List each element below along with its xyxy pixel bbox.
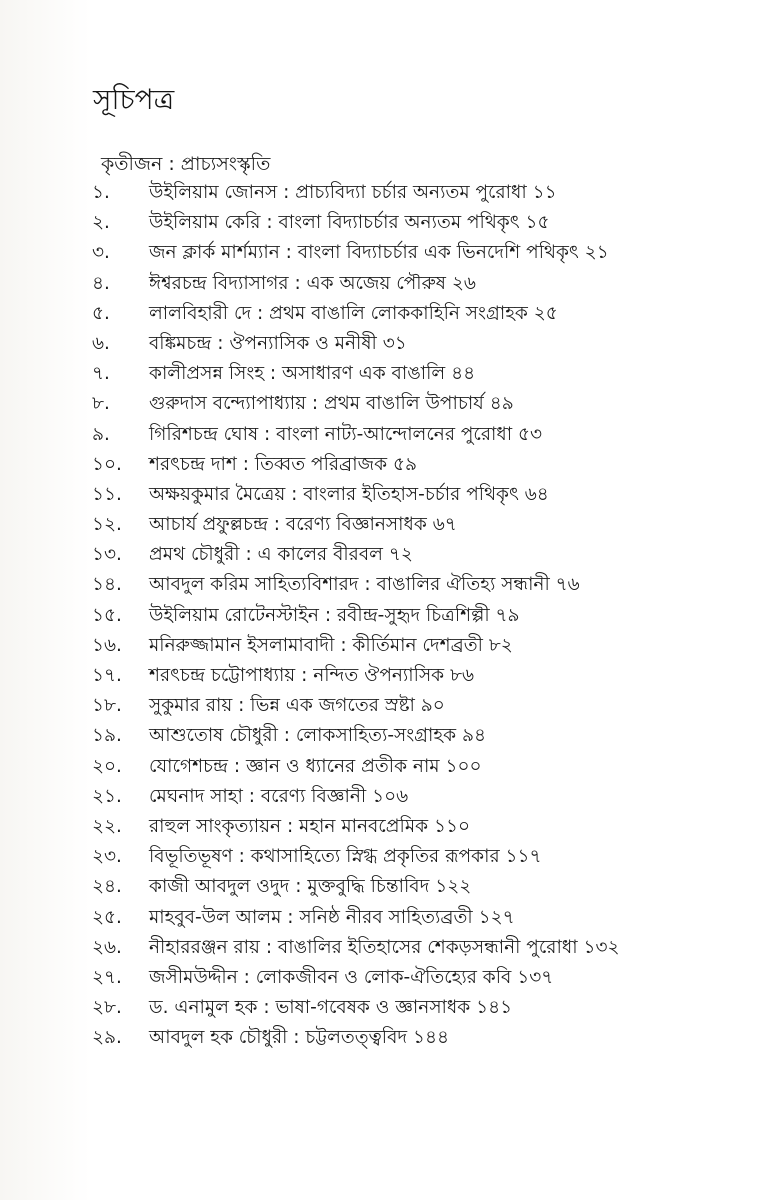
entry-number: ১৪. bbox=[92, 574, 122, 596]
entry-text: ঈশ্বরচন্দ্র বিদ্যাসাগর : এক অজেয় পৌরুষ ২৬ bbox=[149, 272, 476, 294]
toc-entry bbox=[92, 208, 732, 238]
toc-list bbox=[92, 178, 732, 1053]
toc-entry bbox=[92, 752, 732, 782]
entry-text: সুকুমার রায় : ভিন্ন এক জগতের স্রষ্টা ৯০ bbox=[149, 695, 445, 717]
entry-text: আবদুল হক চৌধুরী : চট্টলতত্ত্ববিদ ১৪৪ bbox=[149, 1027, 449, 1049]
toc-entry bbox=[92, 238, 732, 268]
entry-text: প্রমথ চৌধুরী : এ কালের বীরবল ৭২ bbox=[149, 544, 413, 566]
entry-text: রাহুল সাংকৃত্যায়ন : মহান মানবপ্রেমিক ১১০ bbox=[149, 815, 470, 837]
entry-number: ৩. bbox=[92, 242, 110, 264]
toc-entry bbox=[92, 269, 732, 299]
entry-text: কালীপ্রসন্ন সিংহ : অসাধারণ এক বাঙালি ৪৪ bbox=[149, 363, 476, 385]
entry-number: ৬. bbox=[92, 332, 110, 354]
entry-number: ২৭. bbox=[92, 966, 122, 988]
entry-number: ৯. bbox=[92, 423, 110, 445]
entry-text: মাহবুব-উল আলম : সনিষ্ঠ নীরব সাহিত্যব্রতী ১২৭ bbox=[149, 906, 515, 928]
toc-entry bbox=[92, 420, 732, 450]
entry-text: ড. এনামুল হক : ভাষা-গবেষক ও জ্ঞানসাধক ১৪১ bbox=[149, 997, 513, 1019]
toc-entry bbox=[92, 963, 732, 993]
toc-entry bbox=[92, 389, 732, 419]
entry-number: ২৬. bbox=[92, 936, 122, 958]
entry-text: জসীমউদ্দীন : লোকজীবন ও লোক-ঐতিহ্যের কবি ১৩৭ bbox=[149, 966, 554, 988]
entry-number: ২৫. bbox=[92, 906, 122, 928]
page-title: সূচিপত্র bbox=[93, 83, 175, 116]
toc-entry bbox=[92, 812, 732, 842]
toc-entry bbox=[92, 631, 732, 661]
toc-entry bbox=[92, 178, 732, 208]
entry-number: ১২. bbox=[92, 514, 122, 536]
toc-entry bbox=[92, 601, 732, 631]
entry-text: কাজী আবদুল ওদুদ : মুক্তবুদ্ধি চিন্তাবিদ ১২২ bbox=[149, 876, 472, 898]
entry-number: ৪. bbox=[92, 272, 110, 294]
entry-number: ২০. bbox=[92, 755, 122, 777]
entry-text: লালবিহারী দে : প্রথম বাঙালি লোককাহিনি সংগ্রাহক ২৫ bbox=[149, 302, 558, 324]
toc-entry bbox=[92, 872, 732, 902]
toc-entry bbox=[92, 480, 732, 510]
toc-entry bbox=[92, 329, 732, 359]
entry-text: আচার্য প্রফুল্লচন্দ্র : বরেণ্য বিজ্ঞানসাধক ৬৭ bbox=[149, 514, 457, 536]
entry-text: আশুতোষ চৌধুরী : লোকসাহিত্য-সংগ্রাহক ৯৪ bbox=[149, 725, 486, 747]
toc-entry bbox=[92, 661, 732, 691]
toc-entry bbox=[92, 570, 732, 600]
entry-text: অক্ষয়কুমার মৈত্রেয় : বাংলার ইতিহাস-চর্চার পথিকৃৎ ৬৪ bbox=[149, 483, 549, 505]
entry-text: বিভূতিভূষণ : কথাসাহিত্যে স্নিগ্ধ প্রকৃতির রূপকার ১১৭ bbox=[149, 846, 542, 868]
entry-number: ২৩. bbox=[92, 846, 122, 868]
entry-text: উইলিয়াম জোনস : প্রাচ্যবিদ্যা চর্চার অন্যতম পুরোধা ১১ bbox=[149, 182, 557, 203]
entry-number: ৫. bbox=[92, 302, 110, 324]
toc-entry bbox=[92, 782, 732, 812]
entry-number: ৮. bbox=[92, 393, 110, 415]
entry-number: ২৮. bbox=[92, 997, 122, 1019]
entry-number: ২. bbox=[92, 212, 110, 234]
entry-number: ২৪. bbox=[92, 876, 122, 898]
entry-text: মেঘনাদ সাহা : বরেণ্য বিজ্ঞানী ১০৬ bbox=[149, 785, 409, 807]
entry-number: ১৭. bbox=[92, 665, 122, 686]
entry-text: গিরিশচন্দ্র ঘোষ : বাংলা নাট্য-আন্দোলনের পুরোধা ৫৩ bbox=[149, 423, 543, 445]
toc-entry bbox=[92, 842, 732, 872]
entry-text: উইলিয়াম রোটেনস্টাইন : রবীন্দ্র-সুহৃদ চিত্রশিল্পী ৭৯ bbox=[149, 604, 520, 626]
toc-entry bbox=[92, 1023, 732, 1053]
toc-entry bbox=[92, 450, 732, 480]
entry-text: মনিরুজ্জামান ইসলামাবাদী : কীর্তিমান দেশব্রতী ৮২ bbox=[149, 634, 513, 656]
entry-number: ১৮. bbox=[92, 695, 122, 717]
entry-text: বঙ্কিমচন্দ্র : ঔপন্যাসিক ও মনীষী ৩১ bbox=[149, 332, 407, 354]
entry-text: উইলিয়াম কেরি : বাংলা বিদ্যাচর্চার অন্যতম পথিকৃৎ ১৫ bbox=[149, 212, 550, 234]
entry-text: আবদুল করিম সাহিত্যবিশারদ : বাঙালির ঐতিহ্য সন্ধানী ৭৬ bbox=[149, 574, 580, 596]
toc-entry bbox=[92, 721, 732, 751]
toc-entry bbox=[92, 510, 732, 540]
entry-number: ১. bbox=[92, 182, 110, 203]
toc-entry bbox=[92, 903, 732, 933]
toc-entry bbox=[92, 540, 732, 570]
entry-number: ১৯. bbox=[92, 725, 122, 747]
entry-text: জন ক্লার্ক মার্শম্যান : বাংলা বিদ্যাচর্চার এক ভিনদেশি পথিকৃৎ ২১ bbox=[149, 242, 609, 264]
toc-entry bbox=[92, 691, 732, 721]
entry-number: ২১. bbox=[92, 785, 122, 807]
entry-text: যোগেশচন্দ্র : জ্ঞান ও ধ্যানের প্রতীক নাম ১০০ bbox=[149, 755, 482, 777]
entry-number: ১৩. bbox=[92, 544, 122, 566]
entry-text: গুরুদাস বন্দ্যোপাধ্যায় : প্রথম বাঙালি উপাচার্য ৪৯ bbox=[149, 393, 514, 415]
entry-number: ২৯. bbox=[92, 1027, 122, 1049]
entry-number: ১১. bbox=[92, 483, 122, 505]
toc-entry bbox=[92, 993, 732, 1023]
entry-text: নীহাররঞ্জন রায় : বাঙালির ইতিহাসের শেকড়সন্ধানী পুরোধা ১৩২ bbox=[149, 936, 620, 958]
toc-entry bbox=[92, 933, 732, 963]
entry-text: শরৎচন্দ্র চট্টোপাধ্যায় : নন্দিত ঔপন্যাসিক ৮৬ bbox=[149, 665, 475, 686]
entry-number: ৭. bbox=[92, 363, 110, 385]
toc-entry bbox=[92, 299, 732, 329]
entry-number: ১৫. bbox=[92, 604, 122, 626]
entry-text: শরৎচন্দ্র দাশ : তিব্বত পরিব্রাজক ৫৯ bbox=[149, 453, 417, 475]
section-heading: কৃতীজন : প্রাচ্যসংস্কৃতি bbox=[101, 153, 271, 175]
toc-entry bbox=[92, 359, 732, 389]
entry-number: ১০. bbox=[92, 453, 122, 475]
entry-number: ২২. bbox=[92, 815, 122, 837]
entry-number: ১৬. bbox=[92, 634, 122, 656]
